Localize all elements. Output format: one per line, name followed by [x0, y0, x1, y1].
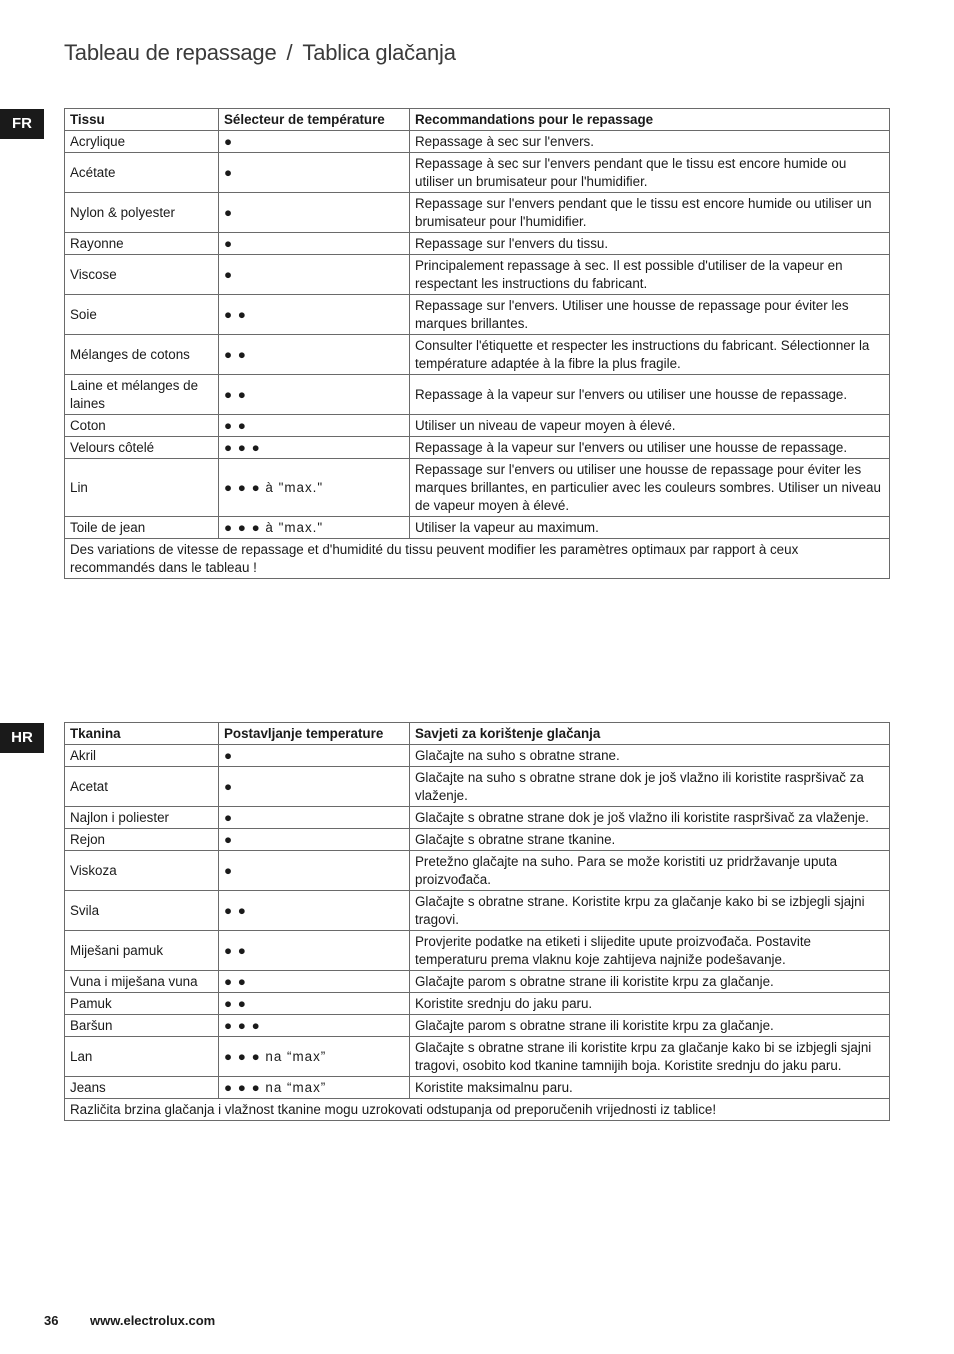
advice-cell: Repassage sur l'envers pendant que le tissu est encore humide ou utiliser un brumisateur pour l'humidifier.: [410, 193, 890, 233]
advice-cell: Principalement repassage à sec. Il est possible d'utiliser de la vapeur en respectant les instructions du fabricant.: [410, 255, 890, 295]
fabric-cell: Soie: [65, 295, 219, 335]
table-row: [65, 807, 890, 829]
fabric-cell: Toile de jean: [65, 517, 219, 539]
advice-cell: Utiliser la vapeur au maximum.: [410, 517, 890, 539]
table-row: [65, 131, 890, 153]
advice-cell: Repassage à sec sur l'envers pendant que le tissu est encore humide ou utiliser un brumisateur pour l'humidifier.: [410, 153, 890, 193]
temperature-cell: ●: [219, 233, 410, 255]
table-row: [65, 295, 890, 335]
fabric-cell: Lan: [65, 1037, 219, 1077]
page-number: 36: [44, 1313, 59, 1328]
advice-cell: Provjerite podatke na etiketi i slijedite upute proizvođača. Postavite temperaturu prema vlaknu koje zahtijeva najniže podešavanje.: [410, 931, 890, 971]
fabric-cell: Pamuk: [65, 993, 219, 1015]
fabric-cell: Jeans: [65, 1077, 219, 1099]
table-row: [65, 891, 890, 931]
title-separator: /: [286, 40, 293, 65]
fabric-cell: Rejon: [65, 829, 219, 851]
language-tab-fr: FR: [0, 109, 44, 139]
fabric-cell: Nylon & polyester: [65, 193, 219, 233]
advice-cell: Repassage sur l'envers du tissu.: [410, 233, 890, 255]
fabric-cell: Vuna i miješana vuna: [65, 971, 219, 993]
fabric-cell: Acétate: [65, 153, 219, 193]
temperature-cell: ●: [219, 851, 410, 891]
table-row: [65, 335, 890, 375]
table-header-row: [65, 723, 890, 745]
temperature-cell: ● ●: [219, 993, 410, 1015]
ironing-table-fr: [64, 108, 890, 579]
fabric-cell: Mélanges de cotons: [65, 335, 219, 375]
fabric-cell: Acrylique: [65, 131, 219, 153]
fabric-cell: Rayonne: [65, 233, 219, 255]
column-header-temperature: Postavljanje temperature: [219, 723, 410, 745]
temperature-cell: ●: [219, 153, 410, 193]
fabric-cell: Viskoza: [65, 851, 219, 891]
advice-cell: Utiliser un niveau de vapeur moyen à élevé.: [410, 415, 890, 437]
temperature-cell: ● ●: [219, 335, 410, 375]
temperature-cell: ● ● ● à "max.": [219, 459, 410, 517]
table-row: [65, 415, 890, 437]
column-header-advice: Recommandations pour le repassage: [410, 109, 890, 131]
advice-cell: Glačajte s obratne strane. Koristite krpu za glačanje kako bi se izbjegli sjajni tragovi.: [410, 891, 890, 931]
table-row: [65, 851, 890, 891]
advice-cell: Koristite srednju do jaku paru.: [410, 993, 890, 1015]
fabric-cell: Velours côtelé: [65, 437, 219, 459]
table-note-row: [65, 1099, 890, 1121]
temperature-cell: ●: [219, 807, 410, 829]
table-row: [65, 233, 890, 255]
language-tab-hr: HR: [0, 723, 44, 753]
table-body: [65, 745, 890, 1099]
temperature-cell: ●: [219, 829, 410, 851]
table-row: [65, 745, 890, 767]
footer-url: www.electrolux.com: [90, 1313, 216, 1328]
fabric-cell: Akril: [65, 745, 219, 767]
table-note: Različita brzina glačanja i vlažnost tkanine mogu uzrokovati odstupanja od preporučenih vrijednosti iz tablice!: [65, 1099, 890, 1121]
fabric-cell: Acetat: [65, 767, 219, 807]
table-row: [65, 437, 890, 459]
advice-cell: Pretežno glačajte na suho. Para se može koristiti uz pridržavanje uputa proizvođača.: [410, 851, 890, 891]
temperature-cell: ● ● ● na “max”: [219, 1077, 410, 1099]
temperature-cell: ● ●: [219, 295, 410, 335]
table-row: [65, 255, 890, 295]
temperature-cell: ●: [219, 767, 410, 807]
table-row: [65, 517, 890, 539]
fabric-cell: Lin: [65, 459, 219, 517]
advice-cell: Glačajte parom s obratne strane ili koristite krpu za glačanje.: [410, 1015, 890, 1037]
page-title-fr: Tableau de repassage: [64, 40, 277, 65]
table-row: [65, 193, 890, 233]
advice-cell: Glačajte s obratne strane ili koristite krpu za glačanje kako bi se izbjegli sjajni tragovi, osobito kod tkanine tamnijih boja. Koristite srednju do jaku paru.: [410, 1037, 890, 1077]
table-row: [65, 829, 890, 851]
temperature-cell: ●: [219, 131, 410, 153]
table-row: [65, 767, 890, 807]
fabric-cell: Svila: [65, 891, 219, 931]
table-row: [65, 1037, 890, 1077]
advice-cell: Glačajte parom s obratne strane ili koristite krpu za glačanje.: [410, 971, 890, 993]
temperature-cell: ●: [219, 193, 410, 233]
page-title-hr: Tablica glačanja: [302, 40, 456, 65]
column-header-fabric: Tissu: [65, 109, 219, 131]
column-header-fabric: Tkanina: [65, 723, 219, 745]
fabric-cell: Viscose: [65, 255, 219, 295]
temperature-cell: ● ●: [219, 375, 410, 415]
temperature-cell: ● ●: [219, 971, 410, 993]
temperature-cell: ●: [219, 255, 410, 295]
fabric-cell: Miješani pamuk: [65, 931, 219, 971]
temperature-cell: ●: [219, 745, 410, 767]
table-header-row: [65, 109, 890, 131]
fabric-cell: Baršun: [65, 1015, 219, 1037]
advice-cell: Repassage sur l'envers ou utiliser une housse de repassage pour éviter les marques brillantes, en particulier avec les couleurs sombres. Utiliser un niveau de vapeur moyen à élevé.: [410, 459, 890, 517]
temperature-cell: ● ●: [219, 931, 410, 971]
temperature-cell: ● ●: [219, 891, 410, 931]
temperature-cell: ● ● ● na “max”: [219, 1037, 410, 1077]
column-header-temperature: Sélecteur de température: [219, 109, 410, 131]
advice-cell: Glačajte na suho s obratne strane.: [410, 745, 890, 767]
advice-cell: Repassage à la vapeur sur l'envers ou utiliser une housse de repassage.: [410, 437, 890, 459]
table-note: Des variations de vitesse de repassage et d'humidité du tissu peuvent modifier les paramètres optimaux par rapport à ceux recommandés dans le tableau !: [65, 539, 890, 579]
temperature-cell: ● ● ●: [219, 437, 410, 459]
table-body: [65, 131, 890, 539]
table-note-row: [65, 539, 890, 579]
fabric-cell: Laine et mélanges de laines: [65, 375, 219, 415]
advice-cell: Repassage sur l'envers. Utiliser une housse de repassage pour éviter les marques brillantes.: [410, 295, 890, 335]
table-row: [65, 459, 890, 517]
advice-cell: Glačajte s obratne strane tkanine.: [410, 829, 890, 851]
fabric-cell: Najlon i poliester: [65, 807, 219, 829]
advice-cell: Repassage à la vapeur sur l'envers ou utiliser une housse de repassage.: [410, 375, 890, 415]
table-row: [65, 971, 890, 993]
fabric-cell: Coton: [65, 415, 219, 437]
advice-cell: Glačajte na suho s obratne strane dok je još vlažno ili koristite raspršivač za vlaženje.: [410, 767, 890, 807]
page-title: [64, 40, 456, 66]
ironing-table-hr: [64, 722, 890, 1121]
advice-cell: Consulter l'étiquette et respecter les instructions du fabricant. Sélectionner la température adaptée à la fibre la plus fragile.: [410, 335, 890, 375]
advice-cell: Koristite maksimalnu paru.: [410, 1077, 890, 1099]
temperature-cell: ● ●: [219, 415, 410, 437]
temperature-cell: ● ● ● à "max.": [219, 517, 410, 539]
table-row: [65, 931, 890, 971]
table-row: [65, 1015, 890, 1037]
table-row: [65, 1077, 890, 1099]
column-header-advice: Savjeti za korištenje glačanja: [410, 723, 890, 745]
table-row: [65, 993, 890, 1015]
advice-cell: Glačajte s obratne strane dok je još vlažno ili koristite raspršivač za vlaženje.: [410, 807, 890, 829]
temperature-cell: ● ● ●: [219, 1015, 410, 1037]
table-row: [65, 153, 890, 193]
advice-cell: Repassage à sec sur l'envers.: [410, 131, 890, 153]
table-row: [65, 375, 890, 415]
